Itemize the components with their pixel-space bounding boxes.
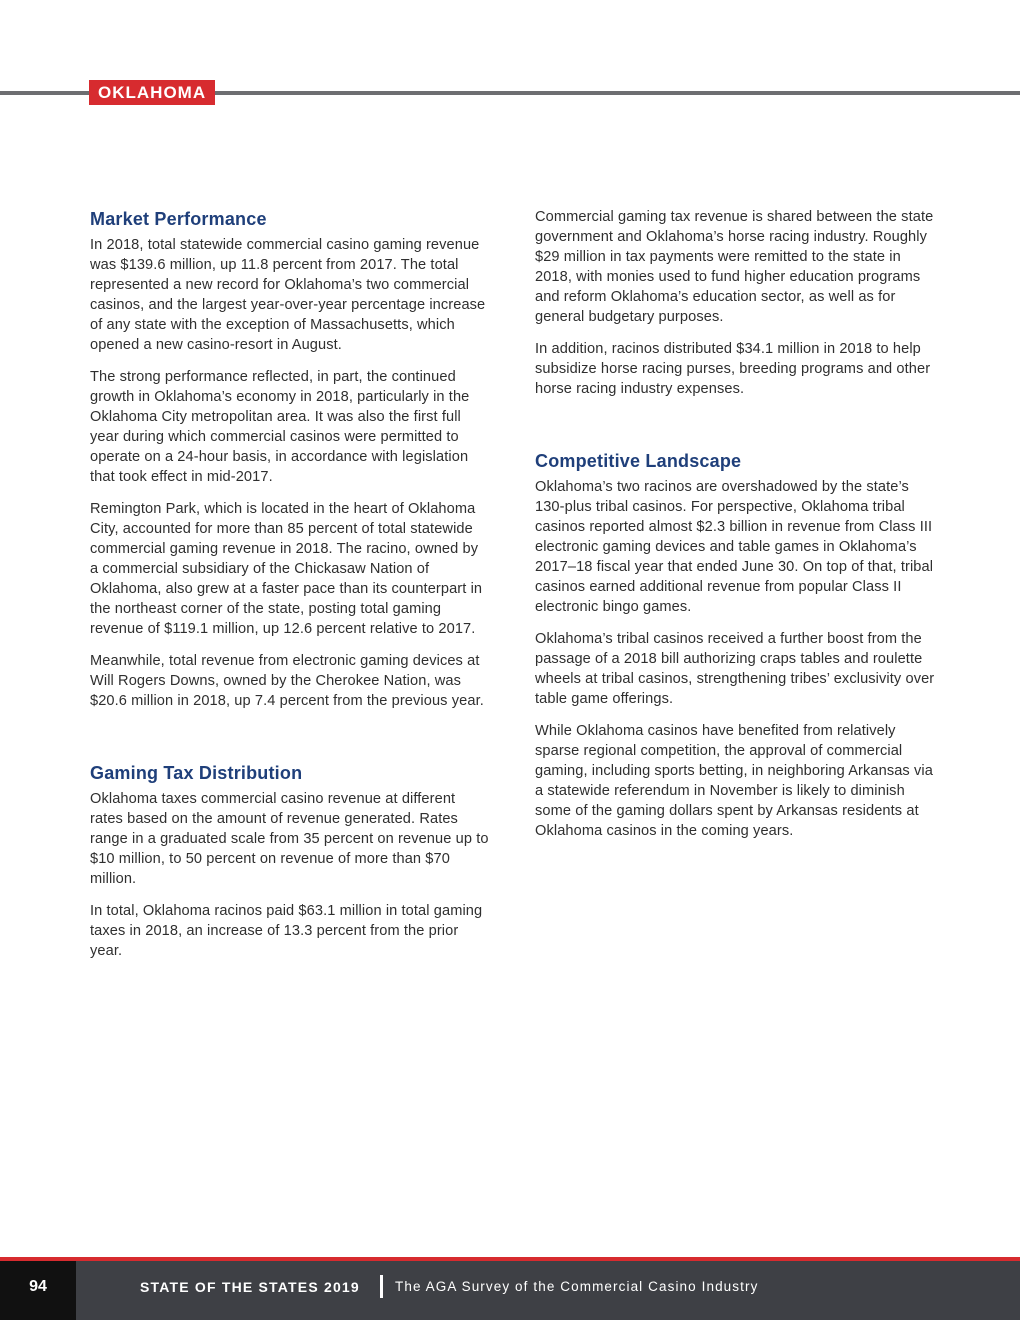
tax-distribution-continued (535, 207, 935, 399)
paragraph: Oklahoma taxes commercial casino revenue at different rates based on the amount of revenue generated. Rates range in a graduated scale from 35 percent on revenue up to $10 million, to 50 percent on revenue of more than $70 million. (90, 791, 489, 887)
footer-separator (380, 1275, 383, 1298)
gaming-tax-heading: Gaming Tax Distribution (90, 763, 303, 783)
competitive-landscape-heading: Competitive Landscape (535, 451, 742, 471)
paragraph: Oklahoma’s two racinos are overshadowed by the state’s 130-plus tribal casinos. For perspective, Oklahoma tribal casinos reported almost $2.3 billion in revenue from Class III electronic gaming devices and table games in Oklahoma’s 2017–18 fiscal year that ended June 30. On top of that, tribal casinos earned additional revenue from popular Class II electronic bingo games. (535, 479, 934, 615)
right-column (535, 207, 935, 853)
footer-title: STATE OF THE STATES 2019 (140, 1279, 360, 1295)
paragraph: In addition, racinos distributed $34.1 million in 2018 to help subsidize horse racing purses, breeding programs and other horse racing industry expenses. (535, 341, 931, 397)
paragraph: Remington Park, which is located in the heart of Oklahoma City, accounted for more than 85 percent of total statewide commercial gaming revenue in 2018. The racino, owned by a commercial subsidiary of the Chickasaw Nation of Oklahoma, also grew at a faster pace than its counterpart in the northeast corner of the state, posting total gaming revenue of $119.1 million, up 12.6 percent relative to 2017. (90, 501, 483, 637)
footer (0, 1261, 1020, 1320)
page-number: 94 (0, 1261, 76, 1320)
left-column (90, 207, 490, 973)
market-performance-heading: Market Performance (90, 209, 267, 229)
paragraph: Meanwhile, total revenue from electronic gaming devices at Will Rogers Downs, owned by the Cherokee Nation, was $20.6 million in 2018, up 7.4 percent from the previous year. (90, 653, 484, 709)
paragraph: In 2018, total statewide commercial casino gaming revenue was $139.6 million, up 11.8 percent from 2017. The total represented a new record for Oklahoma’s two commercial casinos, and the largest year-over-year percentage increase of any state with the exception of Massachusetts, which opened a new casino-resort in August. (90, 237, 486, 353)
footer-subtitle: The AGA Survey of the Commercial Casino Industry (395, 1279, 759, 1294)
market-performance-section (90, 207, 490, 711)
paragraph: The strong performance reflected, in part, the continued growth in Oklahoma’s economy in 2018, particularly in the Oklahoma City metropolitan area. It was also the first full year during which commercial casinos were permitted to operate on a 24-hour basis, in accordance with legislation that took effect in mid-2017. (90, 369, 470, 485)
paragraph: Commercial gaming tax revenue is shared between the state government and Oklahoma’s horse racing industry. Roughly $29 million in tax payments were remitted to the state in 2018, with monies used to fund higher education programs and reform Oklahoma’s education sector, as well as for general budgetary purposes. (535, 209, 934, 325)
paragraph: While Oklahoma casinos have benefited from relatively sparse regional competition, the approval of commercial gaming, including sports betting, in neighboring Arkansas via a statewide referendum in November is likely to diminish some of the gaming dollars spent by Arkansas residents at Oklahoma casinos in the coming years. (535, 723, 933, 839)
state-label: OKLAHOMA (89, 80, 215, 105)
competitive-landscape-section (535, 449, 935, 841)
paragraph: In total, Oklahoma racinos paid $63.1 million in total gaming taxes in 2018, an increase of 13.3 percent from the prior year. (90, 903, 483, 959)
paragraph: Oklahoma’s tribal casinos received a further boost from the passage of a 2018 bill authorizing craps tables and roulette wheels at tribal casinos, strengthening tribes’ exclusivity over table game offerings. (535, 631, 935, 707)
gaming-tax-section (90, 761, 490, 961)
